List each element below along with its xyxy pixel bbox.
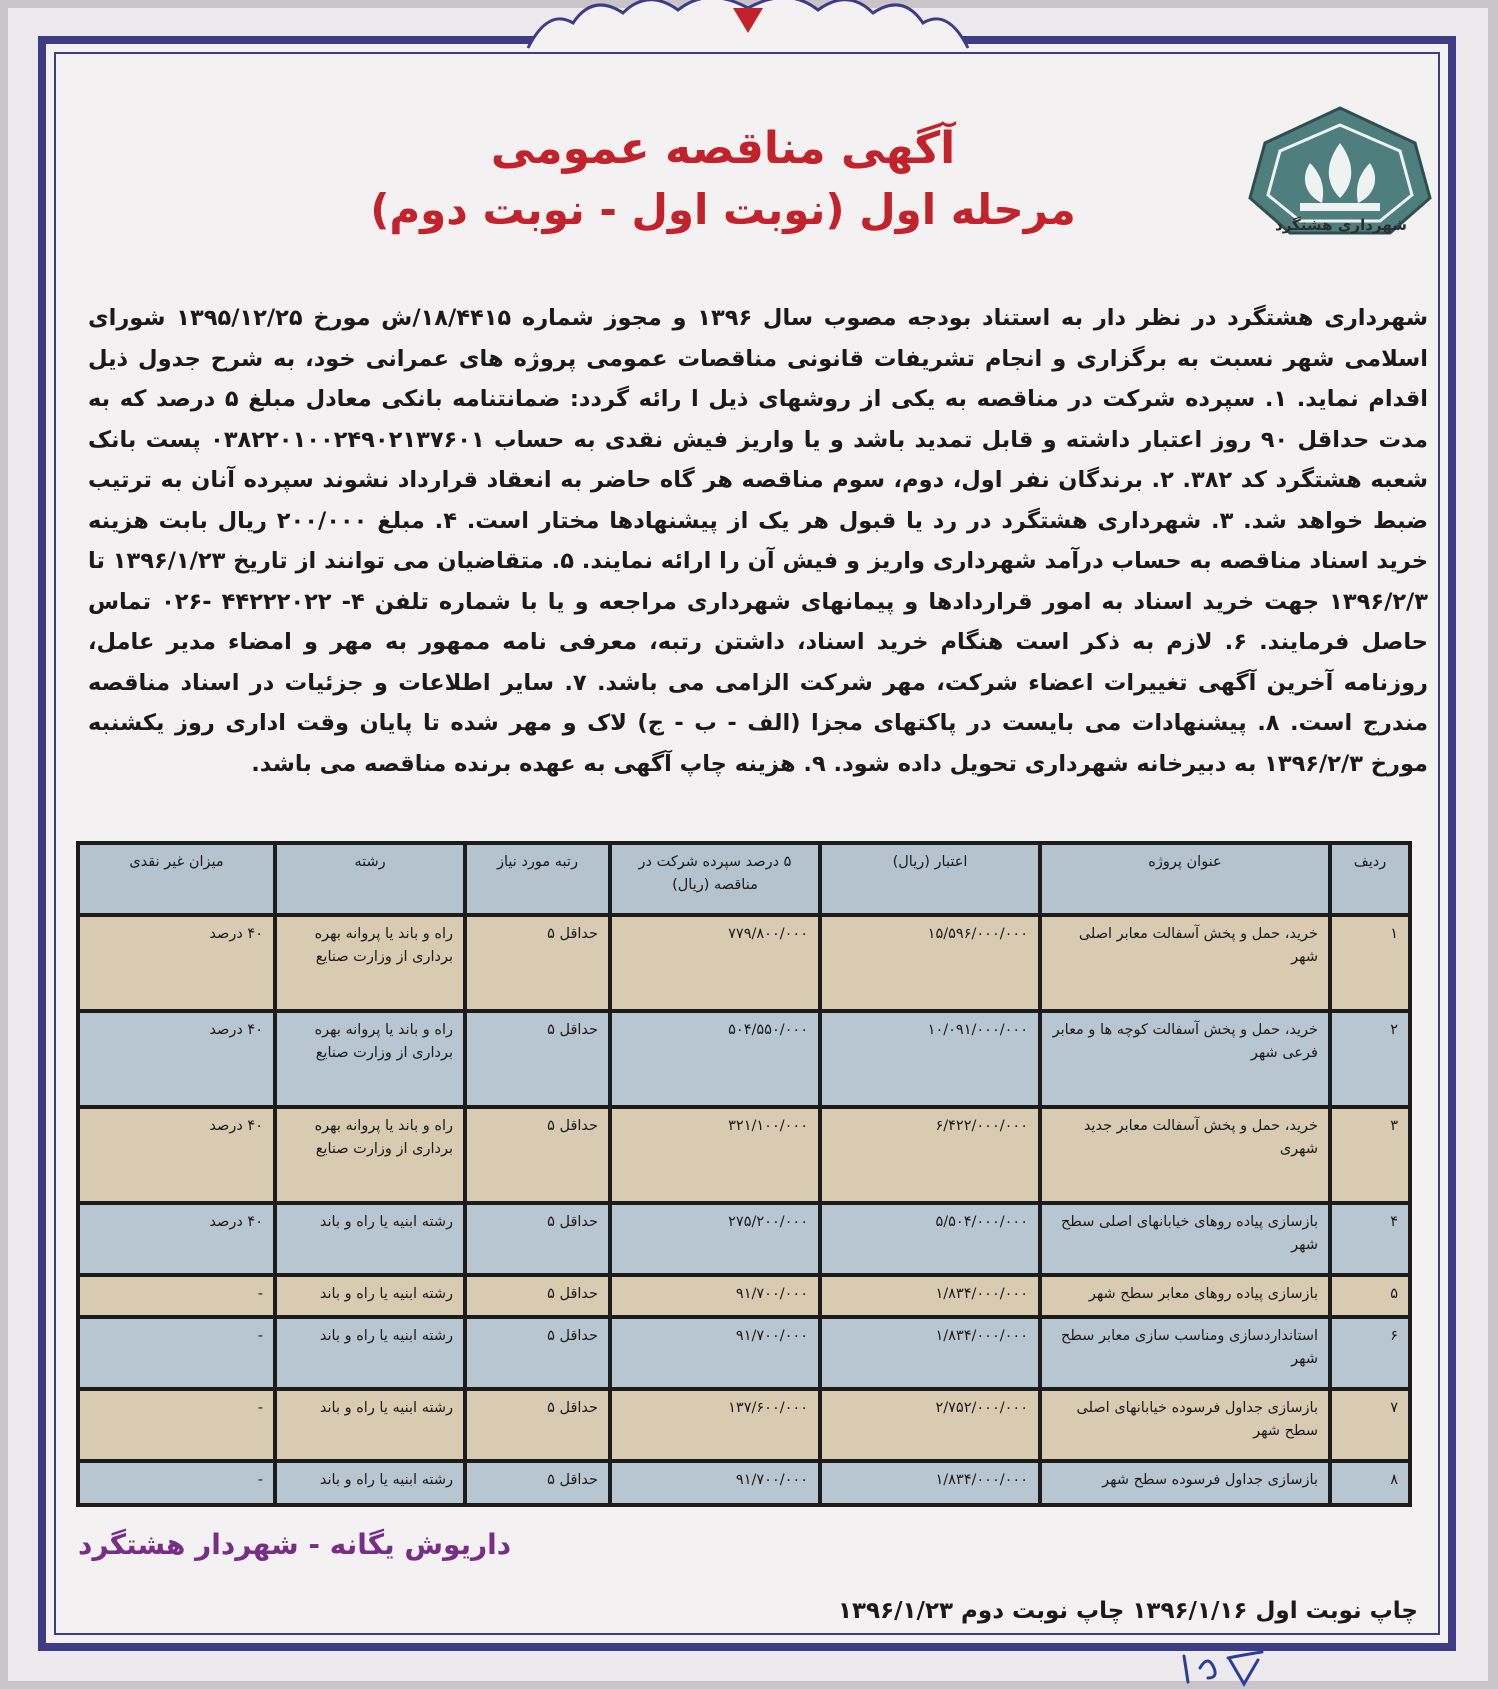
cell-credit: ۲/۷۵۲/۰۰۰/۰۰۰ bbox=[820, 1389, 1040, 1461]
cell-grade: حداقل ۵ bbox=[465, 1275, 610, 1317]
cell-project-title: بازسازی جداول فرسوده خیابانهای اصلی سطح شهر bbox=[1040, 1389, 1330, 1461]
cell-project-title: بازسازی پیاده روهای معابر سطح شهر bbox=[1040, 1275, 1330, 1317]
cell-credit: ۱۵/۵۹۶/۰۰۰/۰۰۰ bbox=[820, 915, 1040, 1011]
header-credit: اعتبار (ریال) bbox=[820, 843, 1040, 915]
cell-row-number: ۸ bbox=[1330, 1461, 1410, 1505]
cell-grade: حداقل ۵ bbox=[465, 1317, 610, 1389]
cell-field: رشته ابنیه یا راه و باند bbox=[275, 1275, 465, 1317]
cell-project-title: خرید، حمل و پخش آسفالت کوچه ها و معابر فرعی شهر bbox=[1040, 1011, 1330, 1107]
cell-non-cash: - bbox=[78, 1317, 275, 1389]
cell-deposit: ۹۱/۷۰۰/۰۰۰ bbox=[610, 1275, 820, 1317]
logo-caption: شهرداری هشتگرد bbox=[1275, 216, 1407, 234]
cell-non-cash: - bbox=[78, 1389, 275, 1461]
header-deposit: ۵ درصد سپرده شرکت در مناقصه (ریال) bbox=[610, 843, 820, 915]
table-row bbox=[78, 1011, 1410, 1107]
cell-deposit: ۷۷۹/۸۰۰/۰۰۰ bbox=[610, 915, 820, 1011]
cell-non-cash: ۴۰ درصد bbox=[78, 915, 275, 1011]
cell-row-number: ۳ bbox=[1330, 1107, 1410, 1203]
print-dates-note: چاپ نوبت اول ۱۳۹۶/۱/۱۶ چاپ نوبت دوم ۱۳۹۶/۱/۲۳ bbox=[837, 1598, 1418, 1624]
header-non-cash: میزان غیر نقدی bbox=[78, 843, 275, 915]
cell-row-number: ۶ bbox=[1330, 1317, 1410, 1389]
cell-project-title: خرید، حمل و پخش آسفالت معابر جدید شهری bbox=[1040, 1107, 1330, 1203]
header-required-grade: رتبه مورد نیاز bbox=[465, 843, 610, 915]
cell-credit: ۱/۸۳۴/۰۰۰/۰۰۰ bbox=[820, 1317, 1040, 1389]
cell-non-cash: ۴۰ درصد bbox=[78, 1107, 275, 1203]
announcement-body: شهرداری هشتگرد در نظر دار به استناد بودجه مصوب سال ۱۳۹۶ و مجوز شماره ۱۸/۴۴۱۵/ش مورخ ۱۳۹۵/۱۲/۲۵ شورای اسلامی شهر نسبت به برگزاری و انجام تشریفات قانونی مناقصات عمومی پروژه های عمرانی خود، به شرح جدول ذیل اقدام نماید. ۱. سپرده شرکت در مناقصه به یکی از روشهای ذیل ا رائه گردد: ضمانتنامه بانکی معادل مبلغ ۵ درصد که به مدت حداقل ۹۰ روز اعتبار داشته و قابل تمدید باشد و یا واریز فیش نقدی به حساب ۰۳۸۲۲۰۱۰۰۲۴۹۰۲۱۳۷۶۰۱ پست بانک شعبه هشتگرد کد ۳۸۲. ۲. برندگان نفر اول، دوم، سوم مناقصه هر گاه حاضر به انعقاد قرارداد نشوند سپرده آنان به ترتیب ضبط خواهد شد. ۳. شهرداری هشتگرد در رد یا قبول هر یک از پیشنهادها مختار است. ۴. مبلغ ۲۰۰/۰۰۰ ریال بابت هزینه خرید اسناد مناقصه به حساب درآمد شهرداری واریز و فیش آن را ارائه نمایند. ۵. متقاضیان می توانند از تاریخ ۱۳۹۶/۱/۲۳ تا ۱۳۹۶/۲/۳ جهت خرید اسناد به امور قراردادها و پیمانهای شهرداری مراجعه و یا با شماره تلفن ۴- ۴۴۲۲۲۰۲۲ -۰۲۶ تماس حاصل فرمایند. ۶. لازم به ذکر است هنگام خرید اسناد، داشتن رتبه، معرفی نامه ممهور به مهر و امضاء مدیر عامل، روزنامه آخرین آگهی تغییرات اعضاء شرکت، مهر شرکت الزامی می باشد. ۷. سایر اطلاعات و جزئیات در اسناد مناقصه مندرج است. ۸. پیشنهادات می بایست در پاکتهای مجزا (الف - ب - ج) لاک و مهر شده تا پایان وقت اداری روز یکشنبه مورخ ۱۳۹۶/۲/۳ به دبیرخانه شهرداری تحویل داده شود. ۹. هزینه چاپ آگهی به عهده برنده مناقصه می باشد. bbox=[88, 305, 1429, 777]
cell-project-title: بازسازی پیاده روهای خیابانهای اصلی سطح شهر bbox=[1040, 1203, 1330, 1275]
cell-deposit: ۲۷۵/۲۰۰/۰۰۰ bbox=[610, 1203, 820, 1275]
cell-grade: حداقل ۵ bbox=[465, 1011, 610, 1107]
table-row bbox=[78, 1275, 1410, 1317]
cell-credit: ۱۰/۰۹۱/۰۰۰/۰۰۰ bbox=[820, 1011, 1040, 1107]
cell-non-cash: - bbox=[78, 1461, 275, 1505]
cell-field: راه و باند یا پروانه بهره برداری از وزارت صنایع bbox=[275, 1107, 465, 1203]
page-subtitle: مرحله اول (نوبت اول - نوبت دوم) bbox=[370, 185, 1076, 234]
table-header-row bbox=[78, 843, 1410, 915]
projects-table bbox=[76, 841, 1412, 1507]
cell-field: راه و باند یا پروانه بهره برداری از وزارت صنایع bbox=[275, 1011, 465, 1107]
decorative-scallop-border bbox=[518, 0, 978, 68]
cell-row-number: ۵ bbox=[1330, 1275, 1410, 1317]
table-row bbox=[78, 915, 1410, 1011]
cell-non-cash: ۴۰ درصد bbox=[78, 1203, 275, 1275]
cell-credit: ۶/۴۲۲/۰۰۰/۰۰۰ bbox=[820, 1107, 1040, 1203]
cell-deposit: ۱۳۷/۶۰۰/۰۰۰ bbox=[610, 1389, 820, 1461]
cell-field: راه و باند یا پروانه بهره برداری از وزارت صنایع bbox=[275, 915, 465, 1011]
cell-deposit: ۳۲۱/۱۰۰/۰۰۰ bbox=[610, 1107, 820, 1203]
cell-grade: حداقل ۵ bbox=[465, 1389, 610, 1461]
table-row bbox=[78, 1461, 1410, 1505]
table-row bbox=[78, 1107, 1410, 1203]
cell-non-cash: ۴۰ درصد bbox=[78, 1011, 275, 1107]
cell-field: رشته ابنیه یا راه و باند bbox=[275, 1461, 465, 1505]
cell-grade: حداقل ۵ bbox=[465, 915, 610, 1011]
table-row bbox=[78, 1203, 1410, 1275]
cell-deposit: ۵۰۴/۵۵۰/۰۰۰ bbox=[610, 1011, 820, 1107]
cell-row-number: ۴ bbox=[1330, 1203, 1410, 1275]
cell-credit: ۱/۸۳۴/۰۰۰/۰۰۰ bbox=[820, 1275, 1040, 1317]
newspaper-clipping bbox=[8, 8, 1488, 1681]
cell-row-number: ۱ bbox=[1330, 915, 1410, 1011]
cell-row-number: ۷ bbox=[1330, 1389, 1410, 1461]
handwritten-archive-number bbox=[1178, 1648, 1268, 1688]
cell-project-title: استانداردسازی ومناسب سازی معابر سطح شهر bbox=[1040, 1317, 1330, 1389]
cell-field: رشته ابنیه یا راه و باند bbox=[275, 1317, 465, 1389]
cell-field: رشته ابنیه یا راه و باند bbox=[275, 1203, 465, 1275]
header-row-number: ردیف bbox=[1330, 843, 1410, 915]
cell-grade: حداقل ۵ bbox=[465, 1203, 610, 1275]
cell-deposit: ۹۱/۷۰۰/۰۰۰ bbox=[610, 1461, 820, 1505]
table-row bbox=[78, 1317, 1410, 1389]
cell-field: رشته ابنیه یا راه و باند bbox=[275, 1389, 465, 1461]
cell-row-number: ۲ bbox=[1330, 1011, 1410, 1107]
page-title: آگهی مناقصه عمومی bbox=[490, 123, 956, 174]
cell-credit: ۱/۸۳۴/۰۰۰/۰۰۰ bbox=[820, 1461, 1040, 1505]
table-row bbox=[78, 1389, 1410, 1461]
cell-grade: حداقل ۵ bbox=[465, 1107, 610, 1203]
cell-non-cash: - bbox=[78, 1275, 275, 1317]
cell-grade: حداقل ۵ bbox=[465, 1461, 610, 1505]
header-field: رشته bbox=[275, 843, 465, 915]
cell-credit: ۵/۵۰۴/۰۰۰/۰۰۰ bbox=[820, 1203, 1040, 1275]
cell-project-title: خرید، حمل و پخش آسفالت معابر اصلی شهر bbox=[1040, 915, 1330, 1011]
header-project-title: عنوان پروژه bbox=[1040, 843, 1330, 915]
cell-deposit: ۹۱/۷۰۰/۰۰۰ bbox=[610, 1317, 820, 1389]
mayor-signature: داریوش یگانه - شهردار هشتگرد bbox=[78, 1528, 512, 1561]
cell-project-title: بازسازی جداول فرسوده سطح شهر bbox=[1040, 1461, 1330, 1505]
